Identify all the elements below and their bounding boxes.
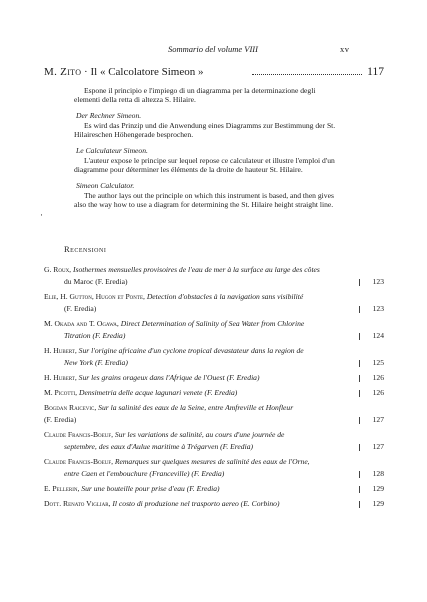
abstract-body: Espone il principio e l'impiego di un diagramma per la determinazione degli elementi della retta di altezza S. Hilaire. [74, 86, 316, 104]
review-author: Claude Francis-Boeuf, [44, 457, 114, 466]
running-head [0, 44, 427, 58]
review-title: Detection d'obstacles à la navigation sans visibilité [146, 292, 304, 301]
dot-leader [252, 72, 362, 75]
page-rule [359, 486, 360, 493]
page-rule [359, 333, 360, 340]
abstract-italian [74, 86, 336, 104]
review-page-number: 123 [372, 277, 384, 286]
review-title: Isothermes mensuelles provisoires de l'eau de mer à la surface au large des côtes [72, 265, 320, 274]
review-author: G. Roux, [44, 265, 72, 274]
page-rule [359, 279, 360, 286]
review-title: Remarques sur quelques mesures de salinité des eaux de l'Orne, [114, 457, 310, 466]
margin-mark: · [40, 210, 43, 220]
article-separator: · [84, 66, 88, 78]
review-page-number: 123 [372, 304, 384, 313]
review-author: M. Okada and T. Ogawa, [44, 319, 119, 328]
review-title: Sur l'origine africaine d'un cyclone tropical devastateur dans la region de [78, 346, 304, 355]
review-entry [44, 498, 384, 510]
page-rule [359, 501, 360, 508]
review-continuation: (F. Eredia) [64, 304, 97, 313]
review-title: Sur une bouteille pour prise d'eau (F. Eredia) [81, 484, 220, 493]
abstract-title: Der Rechner Simeon. [76, 111, 142, 120]
review-page-number: 124 [372, 331, 384, 340]
review-title: Densimetria delle acque lagunari venete (F. Eredia) [78, 388, 238, 397]
page-folio: xv [340, 44, 350, 54]
abstract-title: Simeon Calculator. [76, 181, 135, 190]
review-page-number: 127 [372, 442, 384, 451]
review-entry [44, 264, 384, 288]
review-author: Elie, H. Gutton, Hugon et Ponte, [44, 292, 145, 301]
page-rule [359, 360, 360, 367]
section-title-recensioni: Recensioni [64, 244, 107, 254]
review-page-number: 128 [372, 469, 384, 478]
abstract-body: Es wird das Prinzip und die Anwendung eines Diagramms zur Bestimmung der St. Hilaireschen Höhengerade besprochen. [74, 121, 336, 139]
review-author: Claude Francis-Boeuf, [44, 430, 114, 439]
page-rule [359, 375, 360, 382]
review-title: Direct Determination of Salinity of Sea Water from Chlorine [120, 319, 305, 328]
article-author: M. Zito [44, 66, 82, 78]
review-continuation: Titration (F. Eredia) [64, 331, 126, 340]
abstract-body: The author lays out the principle on which this instrument is based, and then gives also the way how to use a diagram for determining the St. Hilaire height straight line. [74, 191, 334, 209]
review-page-number: 125 [372, 358, 384, 367]
abstract-english [74, 181, 336, 209]
review-title: Sur les variations de salinité, au cours d'une journée de [114, 430, 285, 439]
review-entry [44, 387, 384, 399]
review-author: Dott. Renato Vigliar, [44, 499, 111, 508]
page-rule [359, 444, 360, 451]
article-abstracts [74, 86, 336, 216]
page-rule [359, 471, 360, 478]
running-title: Sommario del volume VIII [168, 44, 258, 54]
page-rule [359, 417, 360, 424]
review-entry [44, 483, 384, 495]
review-continuation: New York (F. Eredia) [64, 358, 128, 367]
review-continuation: (F. Eredia) [44, 415, 77, 424]
review-entry [44, 402, 384, 426]
review-continuation: septembre, des eaux d'Aulue maritime à Trégarven (F. Eredia) [64, 442, 254, 451]
article-heading [44, 66, 384, 82]
article-title: Il « Calcolatore Simeon » [90, 66, 204, 78]
review-page-number: 126 [372, 373, 384, 382]
review-entry [44, 456, 384, 480]
review-author: M. Picotti, [44, 388, 78, 397]
review-entry [44, 291, 384, 315]
review-page-number: 129 [372, 499, 384, 508]
review-entry [44, 372, 384, 384]
review-title: Sur la salinité des eaux de la Seine, entre Amfreville et Honfleur [98, 403, 294, 412]
abstract-title: Le Calculateur Simeon. [76, 146, 148, 155]
review-page-number: 126 [372, 388, 384, 397]
review-page-number: 127 [372, 415, 384, 424]
review-entry [44, 429, 384, 453]
review-title: Il costo di produzione nel trasporto aereo (E. Corbino) [112, 499, 280, 508]
review-author: H. Hubert, [44, 373, 77, 382]
abstract-german [74, 111, 336, 139]
article-page-number: 117 [367, 66, 384, 78]
review-entry [44, 318, 384, 342]
page-rule [359, 306, 360, 313]
abstract-body: L'auteur expose le principe sur lequel repose ce calculateur et illustre l'emploi d'un diagramme pour déterminer les éléments de la droite de hauteur St. Hilaire. [74, 156, 335, 174]
review-author: Bogdan Raicevic, [44, 403, 97, 412]
review-continuation: entre Caen et l'embouchure (Franceville) (F. Eredia) [64, 469, 225, 478]
review-author: E. Pellerin, [44, 484, 80, 493]
abstract-french [74, 146, 336, 174]
reviews-list [44, 264, 384, 513]
page-rule [359, 390, 360, 397]
review-entry [44, 345, 384, 369]
review-title: Sur les grains orageux dans l'Afrique de l'Ouest (F. Eredia) [78, 373, 260, 382]
review-page-number: 129 [372, 484, 384, 493]
review-continuation: du Maroc (F. Eredia) [64, 277, 128, 286]
review-author: H. Hubert, [44, 346, 77, 355]
